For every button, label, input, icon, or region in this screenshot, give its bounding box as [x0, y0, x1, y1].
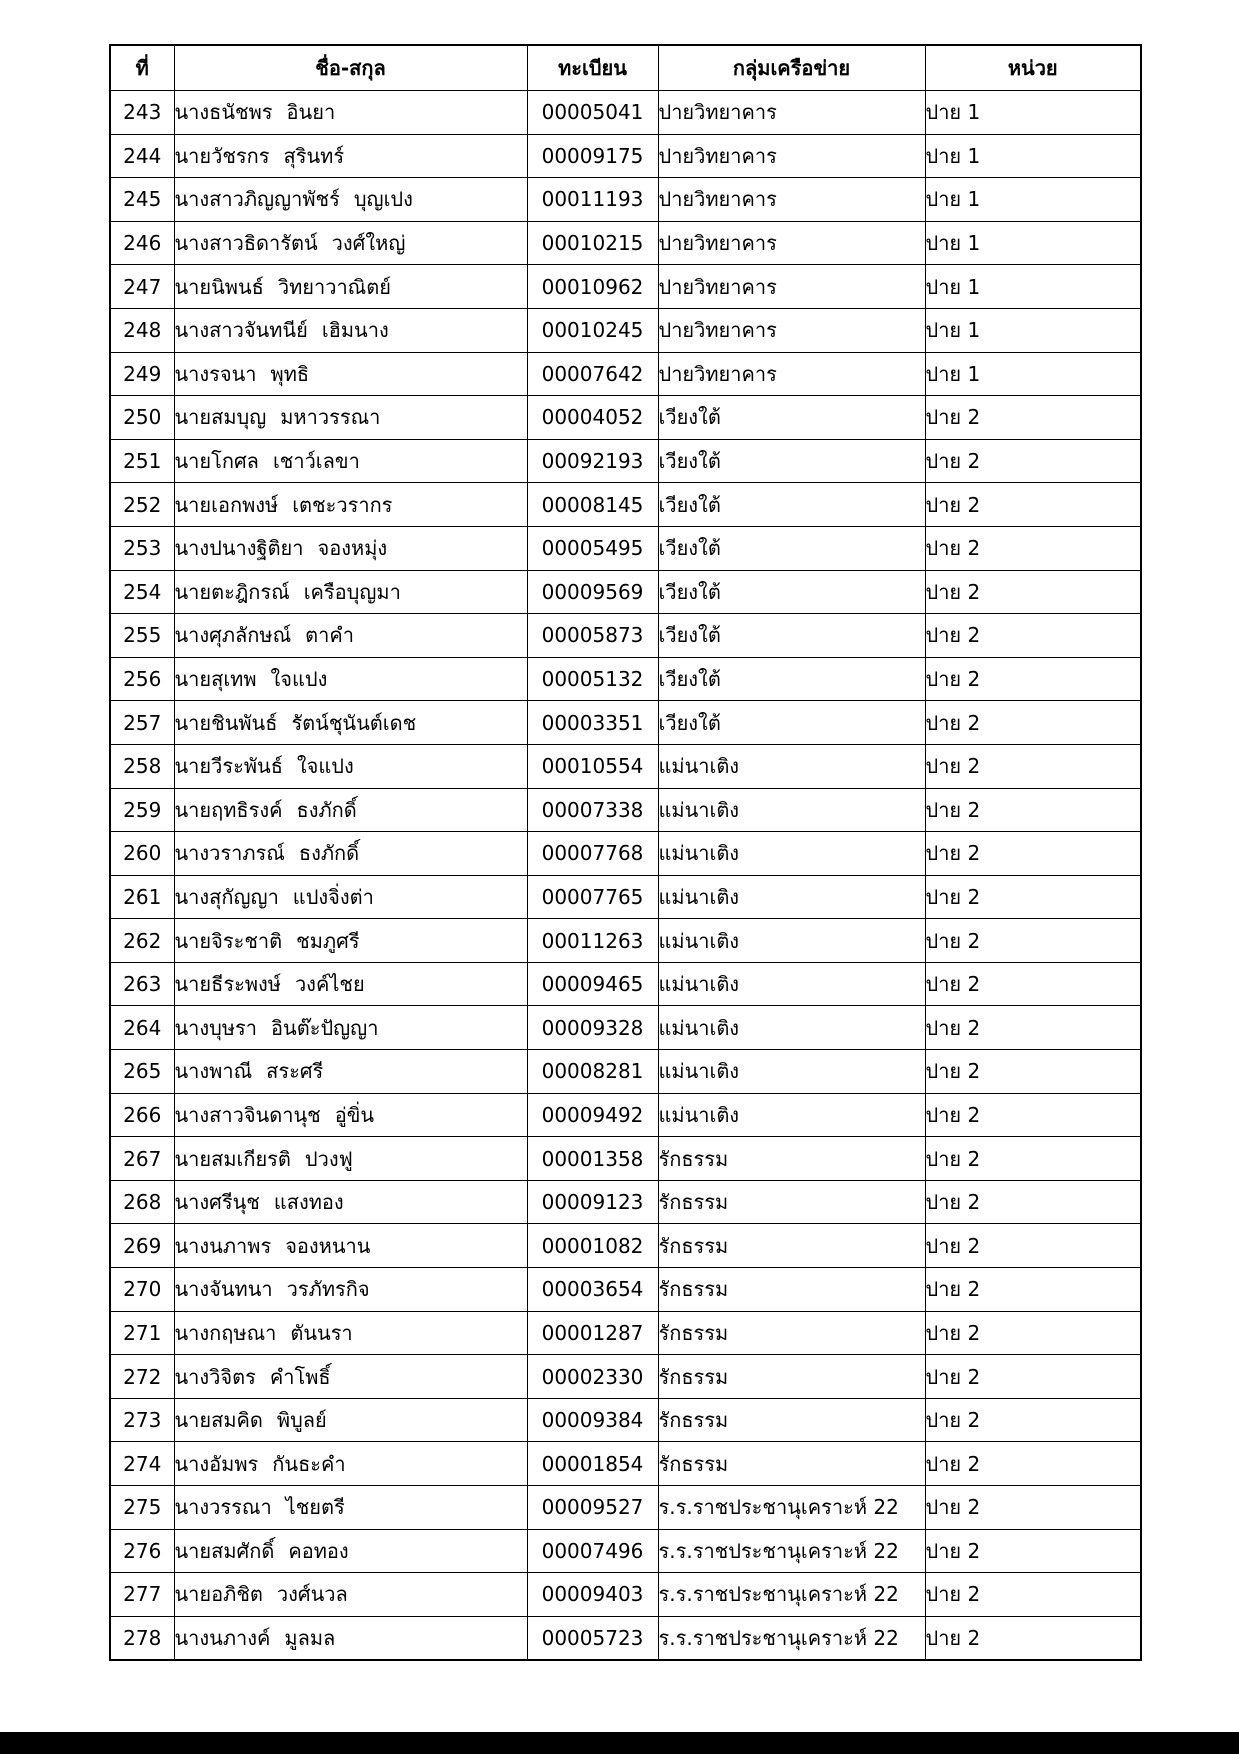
first-name: นางวรรณา	[174, 1495, 272, 1520]
row-unit: ปาย 2	[925, 1224, 1141, 1268]
row-number: 269	[110, 1224, 174, 1268]
first-name: นายโกศล	[174, 449, 259, 474]
row-registration: 00001854	[527, 1442, 658, 1486]
table-row	[110, 1180, 1141, 1224]
row-registration: 00009527	[527, 1486, 658, 1530]
row-number: 263	[110, 962, 174, 1006]
table-row	[110, 919, 1141, 963]
row-unit: ปาย 2	[925, 701, 1141, 745]
row-network-group: แม่นาเติง	[658, 1093, 925, 1137]
row-name	[174, 483, 527, 527]
table-row	[110, 352, 1141, 396]
first-name: นางศุภลักษณ์	[174, 623, 292, 648]
table-row	[110, 657, 1141, 701]
row-number: 253	[110, 526, 174, 570]
row-unit: ปาย 2	[925, 1486, 1141, 1530]
row-registration: 00005723	[527, 1616, 658, 1660]
last-name: คำโพธิ์	[269, 1364, 331, 1389]
row-number: 271	[110, 1311, 174, 1355]
row-registration: 00005041	[527, 91, 658, 135]
row-network-group: ปายวิทยาคาร	[658, 91, 925, 135]
header-unit: หน่วย	[925, 45, 1141, 91]
row-number: 246	[110, 221, 174, 265]
row-name	[174, 91, 527, 135]
row-network-group: ปายวิทยาคาร	[658, 178, 925, 222]
row-unit: ปาย 2	[925, 570, 1141, 614]
row-registration: 00005495	[527, 526, 658, 570]
row-name	[174, 657, 527, 701]
row-name	[174, 1616, 527, 1660]
row-network-group: แม่นาเติง	[658, 832, 925, 876]
row-network-group: รักธรรม	[658, 1224, 925, 1268]
row-network-group: เวียงใต้	[658, 570, 925, 614]
first-name: นายอภิชิต	[174, 1582, 263, 1607]
table-row	[110, 875, 1141, 919]
row-network-group: ปายวิทยาคาร	[658, 308, 925, 352]
row-network-group: รักธรรม	[658, 1180, 925, 1224]
header-network-group: กลุ่มเครือข่าย	[658, 45, 925, 91]
row-registration: 00005132	[527, 657, 658, 701]
row-name	[174, 1050, 527, 1094]
last-name: ใจแปง	[270, 667, 328, 692]
row-unit: ปาย 2	[925, 875, 1141, 919]
row-unit: ปาย 1	[925, 91, 1141, 135]
row-number: 261	[110, 875, 174, 919]
last-name: วงค์ไชย	[294, 972, 365, 997]
table-row	[110, 308, 1141, 352]
row-number: 267	[110, 1137, 174, 1181]
row-network-group: เวียงใต้	[658, 701, 925, 745]
row-registration: 00004052	[527, 396, 658, 440]
row-network-group: เวียงใต้	[658, 657, 925, 701]
table-row	[110, 1050, 1141, 1094]
row-number: 266	[110, 1093, 174, 1137]
row-name	[174, 701, 527, 745]
row-unit: ปาย 2	[925, 919, 1141, 963]
last-name: ธงภักดิ์	[298, 841, 360, 866]
last-name: สุรินทร์	[283, 143, 345, 168]
last-name: บุญเปง	[353, 187, 413, 212]
table-row	[110, 1573, 1141, 1617]
table-row	[110, 701, 1141, 745]
header-registration: ทะเบียน	[527, 45, 658, 91]
row-network-group: แม่นาเติง	[658, 1050, 925, 1094]
row-registration: 00092193	[527, 439, 658, 483]
table-row	[110, 570, 1141, 614]
last-name: ปวงฟู	[304, 1146, 353, 1171]
last-name: มหาวรรณา	[280, 405, 381, 430]
row-number: 265	[110, 1050, 174, 1094]
row-unit: ปาย 2	[925, 1137, 1141, 1181]
row-registration: 00009123	[527, 1180, 658, 1224]
first-name: นายฤทธิรงค์	[174, 797, 283, 822]
row-registration: 00005873	[527, 614, 658, 658]
row-number: 273	[110, 1398, 174, 1442]
row-name	[174, 832, 527, 876]
roster-header	[110, 45, 1141, 91]
row-unit: ปาย 2	[925, 1180, 1141, 1224]
row-registration: 00003654	[527, 1268, 658, 1312]
row-number: 249	[110, 352, 174, 396]
last-name: ใจแปง	[296, 754, 354, 779]
first-name: นายจิระชาติ	[174, 928, 283, 953]
row-registration: 00010215	[527, 221, 658, 265]
row-network-group: เวียงใต้	[658, 614, 925, 658]
table-row	[110, 1006, 1141, 1050]
row-network-group: แม่นาเติง	[658, 919, 925, 963]
first-name: นางสาวจินดานุช	[174, 1102, 321, 1127]
row-registration: 00011193	[527, 178, 658, 222]
row-registration: 00009569	[527, 570, 658, 614]
last-name: วิทยาวาณิตย์	[277, 274, 391, 299]
row-network-group: รักธรรม	[658, 1355, 925, 1399]
row-name	[174, 1442, 527, 1486]
row-number: 244	[110, 134, 174, 178]
row-unit: ปาย 2	[925, 788, 1141, 832]
row-network-group: เวียงใต้	[658, 396, 925, 440]
row-number: 245	[110, 178, 174, 222]
table-row	[110, 614, 1141, 658]
table-row	[110, 221, 1141, 265]
first-name: นายวีระพันธ์	[174, 754, 283, 779]
last-name: เครือบุญมา	[303, 579, 401, 604]
row-network-group: เวียงใต้	[658, 439, 925, 483]
row-name	[174, 1573, 527, 1617]
last-name: วงศ์นวล	[276, 1582, 348, 1607]
row-unit: ปาย 2	[925, 1398, 1141, 1442]
row-unit: ปาย 2	[925, 1093, 1141, 1137]
first-name: นายธีระพงษ์	[174, 972, 281, 997]
row-number: 247	[110, 265, 174, 309]
last-name: เตชะวรากร	[292, 492, 393, 517]
row-registration: 00007642	[527, 352, 658, 396]
row-unit: ปาย 2	[925, 832, 1141, 876]
row-unit: ปาย 1	[925, 308, 1141, 352]
first-name: นายนิพนธ์	[174, 274, 264, 299]
table-row	[110, 91, 1141, 135]
row-unit: ปาย 1	[925, 134, 1141, 178]
row-registration: 00007338	[527, 788, 658, 832]
row-name	[174, 396, 527, 440]
row-unit: ปาย 2	[925, 1442, 1141, 1486]
row-unit: ปาย 1	[925, 221, 1141, 265]
first-name: นางบุษรา	[174, 1015, 258, 1040]
row-unit: ปาย 2	[925, 962, 1141, 1006]
row-name	[174, 265, 527, 309]
row-name	[174, 1311, 527, 1355]
row-registration: 00009465	[527, 962, 658, 1006]
row-network-group: แม่นาเติง	[658, 875, 925, 919]
table-row	[110, 483, 1141, 527]
row-registration: 00009403	[527, 1573, 658, 1617]
first-name: นายสมศักดิ์	[174, 1538, 275, 1563]
first-name: นางรจนา	[174, 361, 257, 386]
row-name	[174, 526, 527, 570]
row-number: 275	[110, 1486, 174, 1530]
first-name: นางศรีนุช	[174, 1190, 260, 1215]
first-name: นางวิจิตร	[174, 1364, 256, 1389]
row-name	[174, 1224, 527, 1268]
table-row	[110, 788, 1141, 832]
row-network-group: รักธรรม	[658, 1311, 925, 1355]
row-network-group: รักธรรม	[658, 1398, 925, 1442]
header-no: ที่	[110, 45, 174, 91]
table-row	[110, 1137, 1141, 1181]
row-name	[174, 744, 527, 788]
table-row	[110, 1311, 1141, 1355]
first-name: นางสาวภิญญาพัชร์	[174, 187, 340, 212]
row-network-group: แม่นาเติง	[658, 744, 925, 788]
last-name: วงศ์ใหญ่	[331, 231, 406, 256]
row-network-group: แม่นาเติง	[658, 962, 925, 1006]
row-name	[174, 134, 527, 178]
last-name: คอทอง	[288, 1538, 349, 1563]
row-network-group: ปายวิทยาคาร	[658, 265, 925, 309]
row-name	[174, 875, 527, 919]
roster-body	[110, 91, 1141, 1661]
table-row	[110, 265, 1141, 309]
last-name: อินยา	[286, 100, 336, 125]
row-registration: 00002330	[527, 1355, 658, 1399]
row-number: 254	[110, 570, 174, 614]
table-row	[110, 1268, 1141, 1312]
row-unit: ปาย 2	[925, 526, 1141, 570]
row-number: 262	[110, 919, 174, 963]
table-row	[110, 1224, 1141, 1268]
row-unit: ปาย 2	[925, 1355, 1141, 1399]
table-row	[110, 1355, 1141, 1399]
row-name	[174, 439, 527, 483]
row-network-group: รักธรรม	[658, 1268, 925, 1312]
row-number: 270	[110, 1268, 174, 1312]
row-registration: 00007496	[527, 1529, 658, 1573]
row-unit: ปาย 1	[925, 178, 1141, 222]
table-row	[110, 1616, 1141, 1660]
row-unit: ปาย 2	[925, 396, 1141, 440]
row-registration: 00010962	[527, 265, 658, 309]
first-name: นายวัชรกร	[174, 143, 270, 168]
row-registration: 00011263	[527, 919, 658, 963]
last-name: พุทธิ	[270, 361, 310, 386]
row-name	[174, 919, 527, 963]
first-name: นางธนัชพร	[174, 100, 273, 125]
row-unit: ปาย 2	[925, 1529, 1141, 1573]
row-registration: 00008145	[527, 483, 658, 527]
last-name: เฮิมนาง	[321, 318, 389, 343]
last-name: พิบูลย์	[276, 1408, 327, 1433]
row-registration: 00009384	[527, 1398, 658, 1442]
last-name: แสงทอง	[273, 1190, 344, 1215]
row-number: 274	[110, 1442, 174, 1486]
first-name: นายเอกพงษ์	[174, 492, 279, 517]
row-name	[174, 352, 527, 396]
table-row	[110, 744, 1141, 788]
last-name: ตันนรา	[290, 1320, 353, 1345]
last-name: จองหมุ่ง	[317, 536, 388, 561]
last-name: แปงจิ่งต่า	[292, 884, 374, 909]
row-number: 252	[110, 483, 174, 527]
table-row	[110, 1442, 1141, 1486]
row-number: 260	[110, 832, 174, 876]
first-name: นางสุกัญญา	[174, 884, 279, 909]
row-unit: ปาย 2	[925, 1050, 1141, 1094]
row-registration: 00007765	[527, 875, 658, 919]
row-registration: 00003351	[527, 701, 658, 745]
row-name	[174, 1006, 527, 1050]
row-registration: 00009328	[527, 1006, 658, 1050]
row-unit: ปาย 2	[925, 483, 1141, 527]
row-registration: 00009175	[527, 134, 658, 178]
row-name	[174, 178, 527, 222]
last-name: จองหนาน	[285, 1233, 371, 1258]
row-number: 250	[110, 396, 174, 440]
first-name: นางกฤษณา	[174, 1320, 277, 1345]
row-name	[174, 788, 527, 832]
first-name: นางนภางค์	[174, 1626, 271, 1651]
row-network-group: เวียงใต้	[658, 483, 925, 527]
page-bottom-border	[0, 1732, 1239, 1754]
first-name: นางอัมพร	[174, 1451, 259, 1476]
last-name: ธงภักดิ์	[296, 797, 357, 822]
table-row	[110, 526, 1141, 570]
row-unit: ปาย 2	[925, 439, 1141, 483]
table-row	[110, 832, 1141, 876]
header-row	[110, 45, 1141, 91]
row-number: 255	[110, 614, 174, 658]
first-name: นางวราภรณ์	[174, 841, 285, 866]
row-registration: 00001082	[527, 1224, 658, 1268]
table-row	[110, 439, 1141, 483]
row-name	[174, 1137, 527, 1181]
row-registration: 00007768	[527, 832, 658, 876]
row-registration: 00010245	[527, 308, 658, 352]
row-registration: 00001287	[527, 1311, 658, 1355]
table-row	[110, 396, 1141, 440]
row-number: 272	[110, 1355, 174, 1399]
row-name	[174, 614, 527, 658]
last-name: กันธะคำ	[272, 1451, 346, 1476]
row-name	[174, 221, 527, 265]
last-name: มูลมล	[284, 1626, 336, 1651]
first-name: นายสมบุญ	[174, 405, 267, 430]
row-unit: ปาย 2	[925, 657, 1141, 701]
row-number: 259	[110, 788, 174, 832]
row-unit: ปาย 2	[925, 1268, 1141, 1312]
table-row	[110, 962, 1141, 1006]
row-name	[174, 1093, 527, 1137]
table-row	[110, 1093, 1141, 1137]
row-number: 258	[110, 744, 174, 788]
row-unit: ปาย 2	[925, 1311, 1141, 1355]
row-registration: 00001358	[527, 1137, 658, 1181]
row-name	[174, 1529, 527, 1573]
last-name: ตาคำ	[305, 623, 354, 648]
table-row	[110, 1529, 1141, 1573]
row-number: 251	[110, 439, 174, 483]
row-name	[174, 1268, 527, 1312]
row-number: 243	[110, 91, 174, 135]
row-name	[174, 308, 527, 352]
row-number: 264	[110, 1006, 174, 1050]
header-name: ชื่อ-สกุล	[174, 45, 527, 91]
first-name: นายสมคิด	[174, 1408, 263, 1433]
first-name: นายตะฎิกรณ์	[174, 579, 290, 604]
table-row	[110, 1486, 1141, 1530]
first-name: นายสมเกียรติ	[174, 1146, 291, 1171]
row-unit: ปาย 1	[925, 265, 1141, 309]
row-network-group: ร.ร.ราชประชานุเคราะห์ 22	[658, 1486, 925, 1530]
row-network-group: ปายวิทยาคาร	[658, 352, 925, 396]
first-name: นายชินพันธ์	[174, 710, 278, 735]
row-number: 276	[110, 1529, 174, 1573]
first-name: นายสุเทพ	[174, 667, 257, 692]
row-unit: ปาย 2	[925, 1616, 1141, 1660]
row-network-group: ร.ร.ราชประชานุเคราะห์ 22	[658, 1573, 925, 1617]
row-number: 248	[110, 308, 174, 352]
row-network-group: ปายวิทยาคาร	[658, 221, 925, 265]
row-name	[174, 1355, 527, 1399]
row-network-group: ปายวิทยาคาร	[658, 134, 925, 178]
row-network-group: เวียงใต้	[658, 526, 925, 570]
table-row	[110, 178, 1141, 222]
last-name: อินต๊ะปัญญา	[271, 1015, 379, 1040]
last-name: สระศรี	[266, 1059, 324, 1084]
roster-table	[109, 44, 1142, 1661]
row-network-group: ร.ร.ราชประชานุเคราะห์ 22	[658, 1616, 925, 1660]
row-name	[174, 1398, 527, 1442]
last-name: ไชยตรี	[285, 1495, 345, 1520]
row-unit: ปาย 2	[925, 1006, 1141, 1050]
row-number: 277	[110, 1573, 174, 1617]
last-name: รัตน์ชุนันต์เดช	[291, 710, 417, 735]
first-name: นางปนางฐิติยา	[174, 536, 304, 561]
row-number: 257	[110, 701, 174, 745]
row-network-group: แม่นาเติง	[658, 1006, 925, 1050]
row-number: 256	[110, 657, 174, 701]
row-number: 268	[110, 1180, 174, 1224]
row-name	[174, 1486, 527, 1530]
last-name: วรภัทรกิจ	[286, 1277, 370, 1302]
first-name: นางพาณี	[174, 1059, 253, 1084]
row-name	[174, 570, 527, 614]
row-registration: 00008281	[527, 1050, 658, 1094]
row-network-group: รักธรรม	[658, 1442, 925, 1486]
row-network-group: รักธรรม	[658, 1137, 925, 1181]
first-name: นางนภาพร	[174, 1233, 272, 1258]
row-name	[174, 962, 527, 1006]
row-network-group: แม่นาเติง	[658, 788, 925, 832]
row-registration: 00009492	[527, 1093, 658, 1137]
row-unit: ปาย 2	[925, 744, 1141, 788]
row-unit: ปาย 1	[925, 352, 1141, 396]
last-name: ชมภูศรี	[296, 928, 360, 953]
row-network-group: ร.ร.ราชประชานุเคราะห์ 22	[658, 1529, 925, 1573]
first-name: นางสาวจันทนีย์	[174, 318, 308, 343]
row-unit: ปาย 2	[925, 1573, 1141, 1617]
first-name: นางจันทนา	[174, 1277, 273, 1302]
last-name: อู่ขิ่น	[334, 1102, 375, 1127]
table-row	[110, 134, 1141, 178]
row-number: 278	[110, 1616, 174, 1660]
table-row	[110, 1398, 1141, 1442]
row-name	[174, 1180, 527, 1224]
first-name: นางสาวธิดารัตน์	[174, 231, 318, 256]
row-registration: 00010554	[527, 744, 658, 788]
row-unit: ปาย 2	[925, 614, 1141, 658]
last-name: เชาว์เลขา	[272, 449, 360, 474]
